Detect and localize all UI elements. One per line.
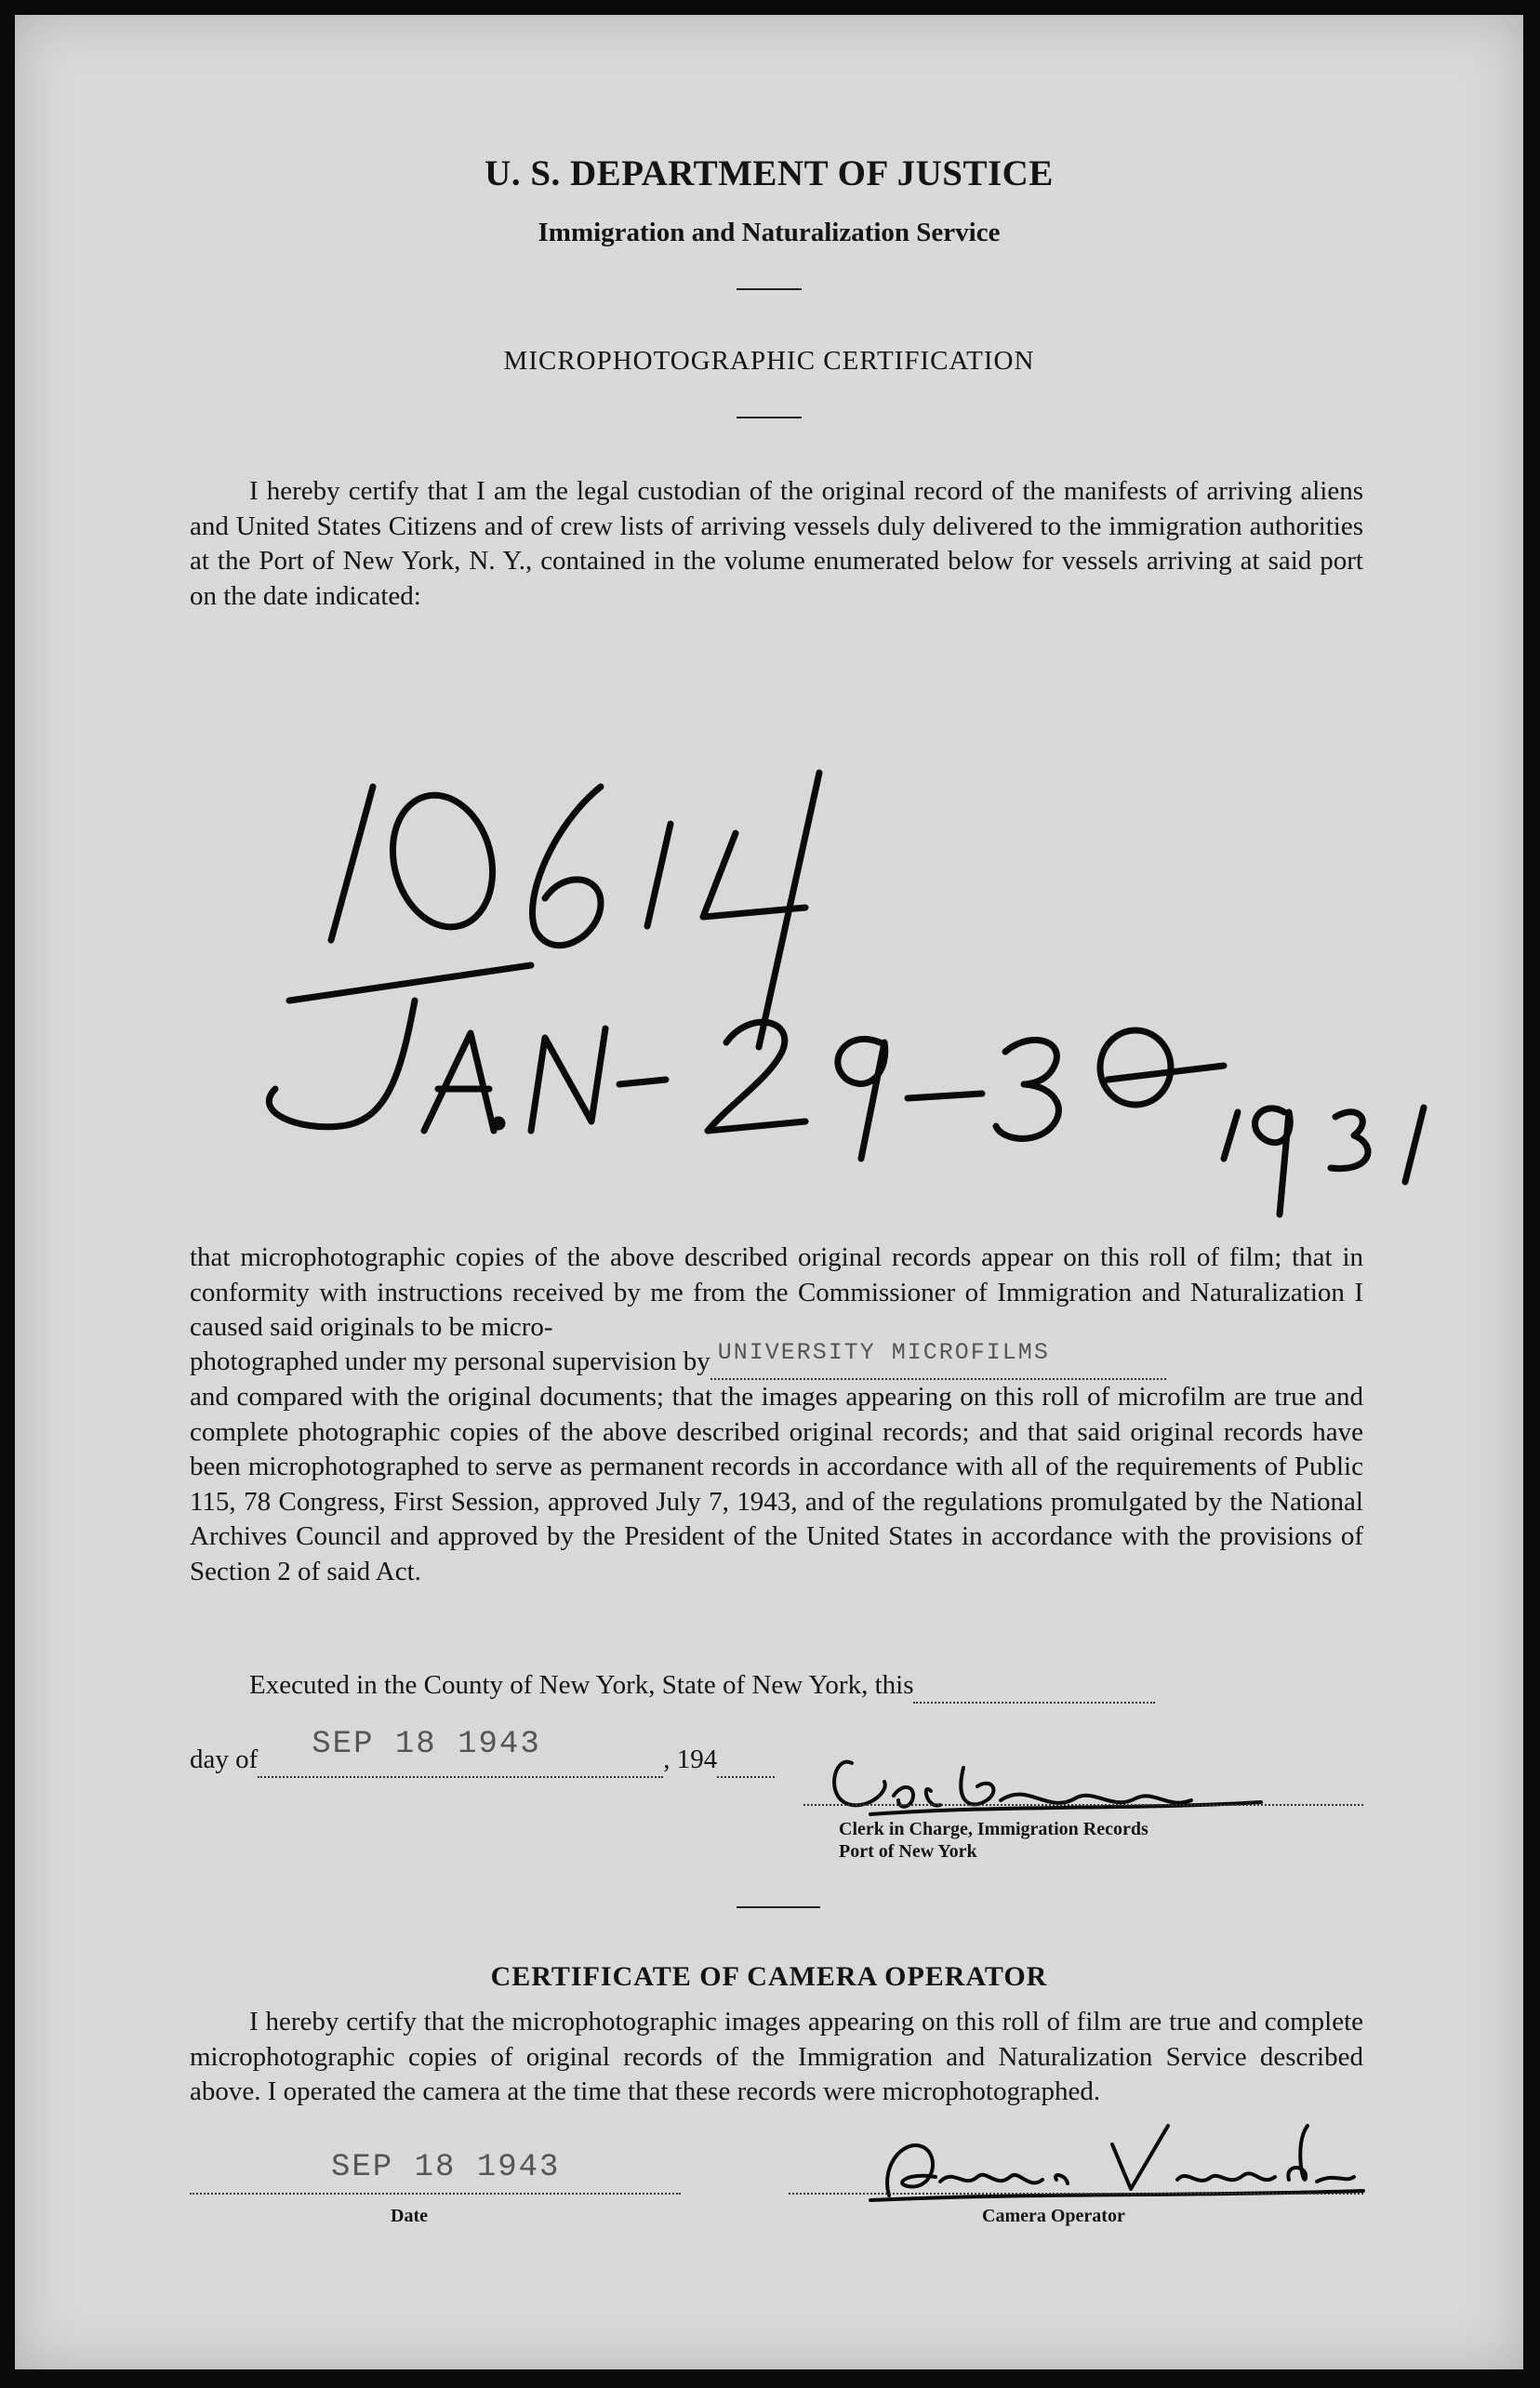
year-blank [717, 1750, 775, 1778]
service-heading: Immigration and Naturalization Service [538, 218, 1001, 247]
company-stamp: UNIVERSITY MICROFILMS [717, 1338, 1050, 1366]
intro-paragraph: I hereby certify that I am the legal custodian of the original record of the manifests of arriving aliens and United States Citizens and of crew lists of arriving vessels duly delivered to the immigration authorities at the Port of New York, N. Y., contained in the volume enumerated below for vessels arriving at said port on the date indicated: [190, 476, 1363, 611]
form-title: MICROPHOTOGRAPHIC CERTIFICATION [503, 346, 1035, 376]
handwritten-entry [164, 722, 1466, 1242]
day-of-label: day of [190, 1745, 259, 1774]
camera-date-line [190, 2191, 681, 2195]
camera-certificate-title: CERTIFICATE OF CAMERA OPERATOR [490, 1961, 1048, 1992]
operator-signature-text [0, 2095, 1, 2111]
supervision-text: photographed under my personal supervision by [190, 1347, 710, 1376]
divider [737, 417, 802, 418]
department-heading: U. S. DEPARTMENT OF JUSTICE [485, 153, 1054, 193]
day-of-blank [258, 1726, 663, 1778]
camera-certificate-paragraph: I hereby certify that the microphotographic images appearing on this roll of film are true and complete microphotographic copies of original records of the Immigration and Naturalization Service described above. I operated the camera at the time that these records were microphotographed. [190, 2007, 1363, 2106]
year-prefix: , 194 [663, 1745, 718, 1774]
certification-body-part2: and compared with the original documents; that the images appearing on this roll of microfilm are true and complete photographic copies of the above described original records; and that said original records have been microphotographed to serve as permanent records in accordance with all of the requirements of Public 115, 78 Congress, First Session, approved July 7, 1943, and of the regulations promulgated by the National Archives Council and approved by the President of the United States in accordance with the provisions of Section 2 of said Act. [190, 1382, 1363, 1586]
executed-text: Executed in the County of New York, State of New York, this [249, 1670, 914, 1700]
company-dotted-line [710, 1338, 1166, 1380]
divider [737, 288, 802, 290]
clerk-title: Clerk in Charge, Immigration Records [839, 1819, 1148, 1839]
camera-operator-label: Camera Operator [982, 2206, 1125, 2226]
execution-date-stamp: SEP 18 1943 [312, 1726, 541, 1762]
certificate-page [15, 15, 1523, 2369]
supervision-line [190, 1338, 1363, 1380]
camera-operator-line [789, 2191, 1363, 2195]
executed-day-blank [913, 1676, 1155, 1704]
certification-body-part1: that microphotographic copies of the above described original records appear on this roll of film; that in conformity with instructions received by me from the Commissioner of Immigration and Naturalization I caused said originals to be micro- [190, 1242, 1363, 1342]
clerk-signature-line [803, 1802, 1363, 1806]
camera-date-label: Date [391, 2206, 428, 2226]
camera-date-stamp: SEP 18 1943 [331, 2150, 561, 2185]
divider [737, 1906, 820, 1908]
day-of-line [190, 1726, 775, 1778]
clerk-port: Port of New York [839, 1841, 977, 1862]
executed-line [249, 1668, 1155, 1704]
